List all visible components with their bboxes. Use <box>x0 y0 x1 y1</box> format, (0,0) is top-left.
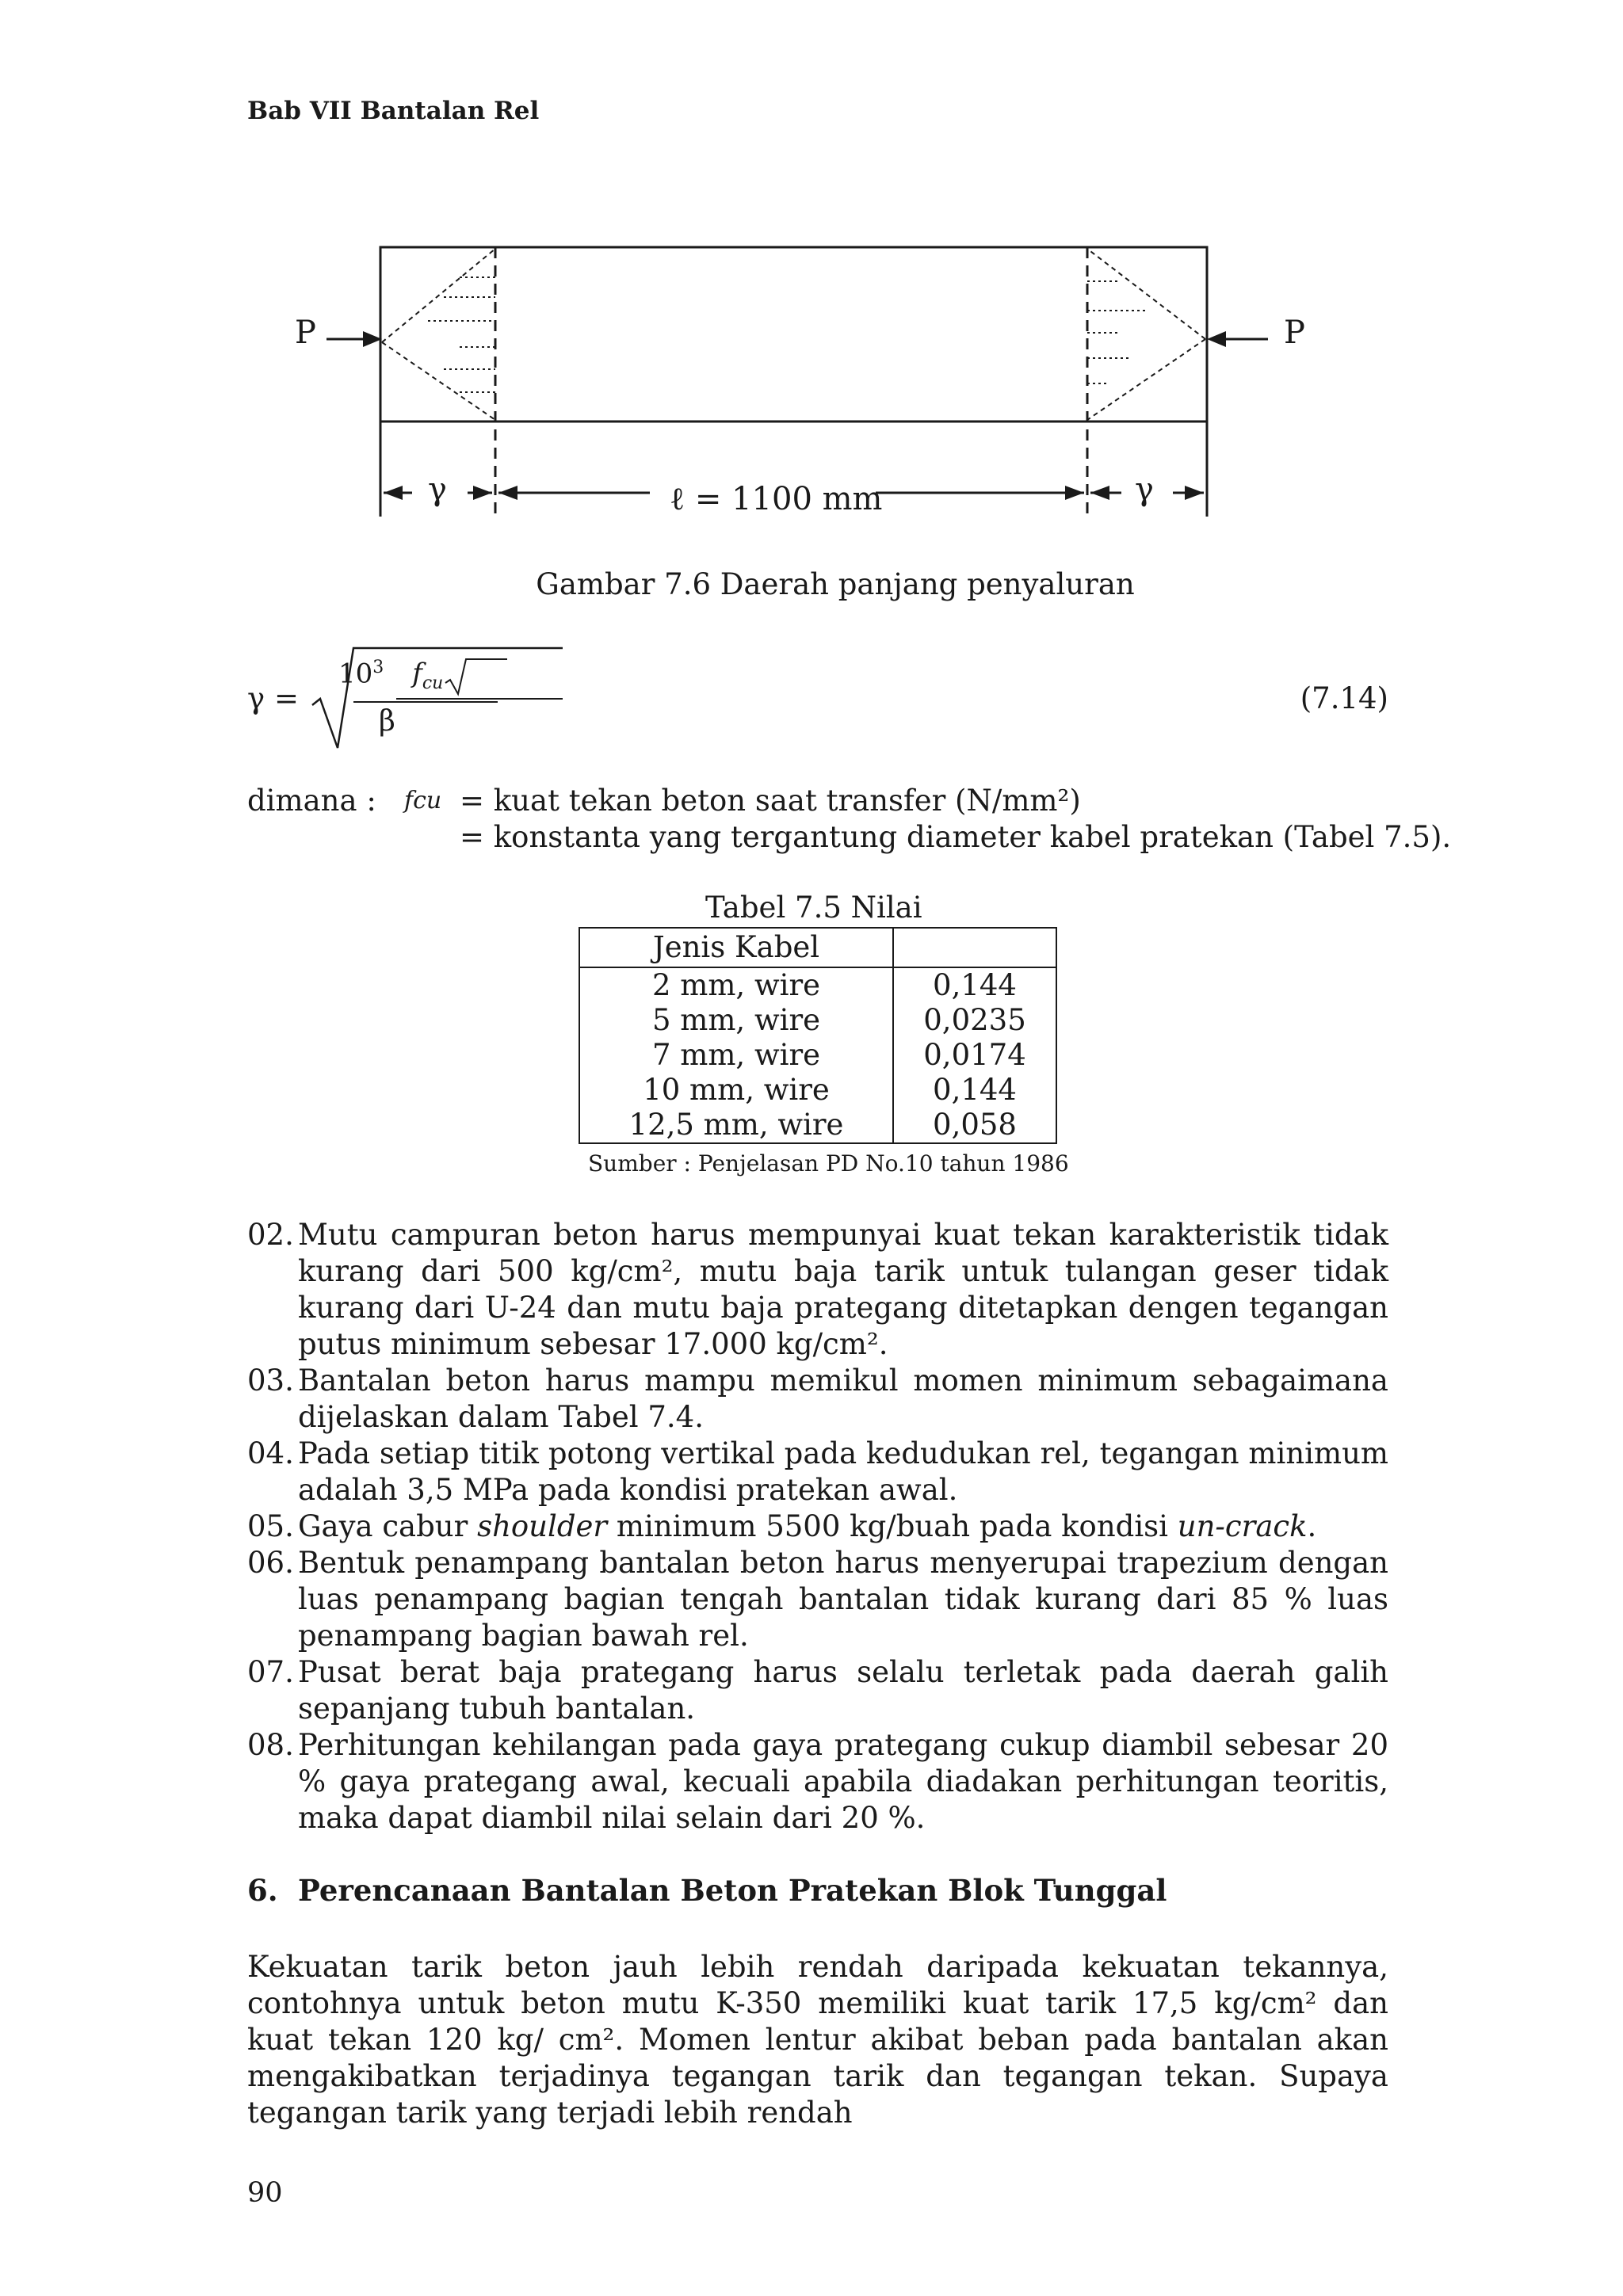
table-source: Sumber : Penjelasan PD No.10 tahun 1986 <box>588 1150 1069 1177</box>
list-item-number: 04. <box>247 1436 294 1470</box>
body-paragraph: Kekuatan tarik beton jauh lebih rendah daripada kekuatan tekannya, contohnya untuk beton mutu K-350 memiliki kuat tarik 17,5 kg/cm² dan kuat tekan 120 kg/ cm². Momen lentur akibat beban pada bantalan akan mengakibatkan terjadinya tegangan tarik dan tegangan tekan. Supaya tegangan tarik yang terjadi lebih rendah <box>247 1950 1388 2130</box>
section-title-text: Perencanaan Bantalan Beton Pratekan Blok Tunggal <box>298 1873 1167 1908</box>
section-heading <box>247 1873 1167 1908</box>
table-row <box>579 1038 1056 1073</box>
where-definition-1: = kuat tekan beton saat transfer (N/mm²) <box>460 784 1081 818</box>
nilai-table <box>579 927 1057 1144</box>
left-gamma-label: γ <box>428 471 447 508</box>
table-cell: 12,5 mm, wire <box>579 1108 893 1143</box>
table-row <box>579 1108 1056 1143</box>
left-force-label: P <box>295 315 316 351</box>
list-item <box>247 1217 1388 1363</box>
table-cell: 7 mm, wire <box>579 1038 893 1073</box>
list-item-number: 03. <box>247 1363 294 1398</box>
table-header-row <box>579 928 1056 967</box>
list-item <box>247 1508 1388 1545</box>
table-row <box>579 967 1056 1003</box>
table-cell: 0,144 <box>893 1073 1056 1108</box>
list-item-number: 06. <box>247 1546 294 1580</box>
where-definition-2: = konstanta yang tergantung diameter kabel pratekan (Tabel 7.5). <box>460 820 1452 854</box>
table-header-cell <box>893 928 1056 967</box>
table-cell: 0,0174 <box>893 1038 1056 1073</box>
list-item <box>247 1436 1388 1508</box>
list-item <box>247 1727 1388 1836</box>
table-title: Tabel 7.5 Nilai <box>705 891 922 925</box>
right-gamma-label: γ <box>1135 471 1154 508</box>
list-item-number: 05. <box>247 1509 294 1543</box>
list-item-text: Bentuk penampang bantalan beton harus menyerupai trapezium dengan luas penampang bagian tengah bantalan tidak kurang dari 85 % luas penampang bagian bawah rel. <box>298 1546 1388 1653</box>
beam-outline <box>380 247 1207 421</box>
table-cell: 2 mm, wire <box>579 967 893 1003</box>
table-cell: 0,144 <box>893 967 1056 1003</box>
formula-lhs: γ <box>247 681 265 715</box>
formula-numerator: $10^3$ $f_{cu}$ <box>338 658 444 694</box>
list-item <box>247 1545 1388 1654</box>
section-number: 6. <box>247 1873 278 1908</box>
table-cell: 0,058 <box>893 1108 1056 1143</box>
table-row <box>579 1073 1056 1108</box>
chapter-header: Bab VII Bantalan Rel <box>247 97 540 125</box>
list-item-text: Pusat berat baja prategang harus selalu terletak pada daerah galih sepanjang tubuh bantalan. <box>298 1655 1388 1726</box>
formula-7-14 <box>247 642 1388 753</box>
right-force-label: P <box>1284 315 1305 351</box>
where-symbol: fcu <box>404 787 442 814</box>
list-item <box>247 1654 1388 1727</box>
list-item-text: Pada setiap titik potong vertikal pada kedudukan rel, tegangan minimum adalah 3,5 MPa pada kondisi pratekan awal. <box>298 1436 1388 1507</box>
table-cell: 0,0235 <box>893 1003 1056 1038</box>
list-item-text: Perhitungan kehilangan pada gaya prategang cukup diambil sebesar 20 % gaya prategang awal, kecuali apabila diadakan perhitungan teoritis, maka dapat diambil nilai selain dari 20 %. <box>298 1728 1388 1835</box>
length-dimension-label: ℓ = 1100 mm <box>670 481 883 517</box>
table-cell: 5 mm, wire <box>579 1003 893 1038</box>
formula-denominator: β <box>379 705 395 738</box>
list-item-text: Bantalan beton harus mampu memikul momen minimum sebagaimana dijelaskan dalam Tabel 7.4. <box>298 1363 1388 1434</box>
list-item-number: 07. <box>247 1655 294 1689</box>
list-item <box>247 1363 1388 1436</box>
table-cell: 10 mm, wire <box>579 1073 893 1108</box>
formula-equals: = <box>274 681 300 715</box>
list-item-number: 08. <box>247 1728 294 1762</box>
page-number: 90 <box>247 2177 283 2209</box>
equation-number: (7.14) <box>1300 681 1388 715</box>
list-item-text: Gaya cabur shoulder minimum 5500 kg/buah pada kondisi un-crack. <box>298 1509 1317 1543</box>
where-label: dimana : <box>247 784 376 818</box>
beam-diagram <box>0 0 1623 555</box>
list-item-text: Mutu campuran beton harus mempunyai kuat tekan karakteristik tidak kurang dari 500 kg/cm², mutu baja tarik untuk tulangan geser tidak kurang dari U-24 dan mutu baja prategang ditetapkan dengen tegangan putus minimum sebesar 17.000 kg/cm². <box>298 1218 1388 1361</box>
table-header-cell: Jenis Kabel <box>579 928 893 967</box>
figure-transfer-length <box>0 0 1623 555</box>
figure-caption: Gambar 7.6 Daerah panjang penyaluran <box>536 567 1135 601</box>
list-item-number: 02. <box>247 1218 294 1252</box>
left-force-arrow <box>327 331 382 347</box>
table-row <box>579 1003 1056 1038</box>
requirements-list <box>247 1217 1388 1836</box>
right-force-arrow <box>1207 331 1268 347</box>
